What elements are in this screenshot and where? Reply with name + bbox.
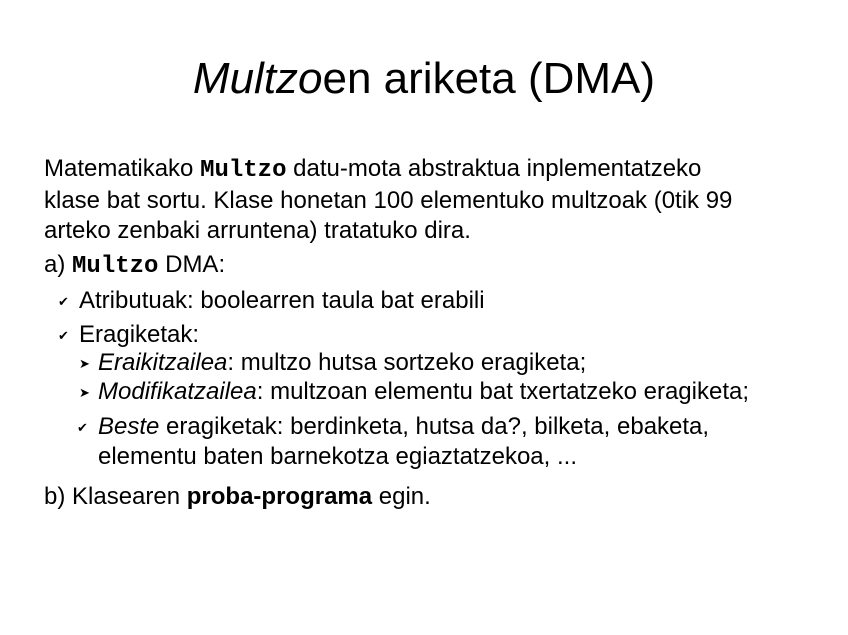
part-b-prefix: b) Klasearen [44,483,187,510]
part-b-line [44,482,814,512]
intro-paragraph [44,154,814,246]
modifier-text: : multzoan elementu bat txertatzeko eragiketa; [256,378,750,405]
other-name: Beste [98,413,160,440]
sub-bullet-other [98,412,709,472]
check-bullet-icon: ✔ [58,294,69,309]
bullet-operations: Eragiketak: [79,321,200,348]
other-text: eragiketak: berdinketa, hutsa da?, bilketa, ebaketa, [159,413,710,440]
sub-bullet-constructor [98,348,586,378]
part-b-bold: proba-programa [186,483,373,510]
sub-bullet-modifier [98,377,749,407]
other-line-1 [98,412,709,442]
constructor-text: : multzo hutsa sortzeko eragiketa; [227,349,587,376]
check-bullet-icon: ✔ [58,328,69,343]
intro-text: datu-mota abstraktua inplementatzeko [286,155,702,182]
intro-text: Matematikako [44,155,201,182]
part-a-prefix: a) [44,251,73,278]
intro-line-2: klase bat sortu. Klase honetan 100 elementuko multzoak (0tik 99 [44,187,733,214]
arrow-bullet-icon: ➤ [79,356,90,371]
check-bullet-icon: ✔ [77,420,88,435]
intro-line-3: arteko zenbaki arruntena) tratatuko dira. [44,217,471,244]
intro-line-1 [44,154,814,186]
part-b-suffix: egin. [372,483,431,510]
part-a-heading [44,250,814,282]
multzo-code: Multzo [200,157,287,184]
modifier-name: Modifikatzailea [98,378,257,405]
slide-title [0,52,848,106]
bullet-attributes: Atributuak: boolearren taula bat erabili [79,287,485,314]
other-line-2: elementu baten barnekotza egiaztatzekoa, ... [98,443,577,470]
constructor-name: Eraikitzailea [98,349,228,376]
title-rest: en ariketa (DMA) [322,54,656,103]
arrow-bullet-icon: ➤ [79,385,90,400]
title-italic: Multzo [192,54,323,103]
multzo-code: Multzo [72,253,159,280]
part-a-suffix: DMA: [158,251,226,278]
